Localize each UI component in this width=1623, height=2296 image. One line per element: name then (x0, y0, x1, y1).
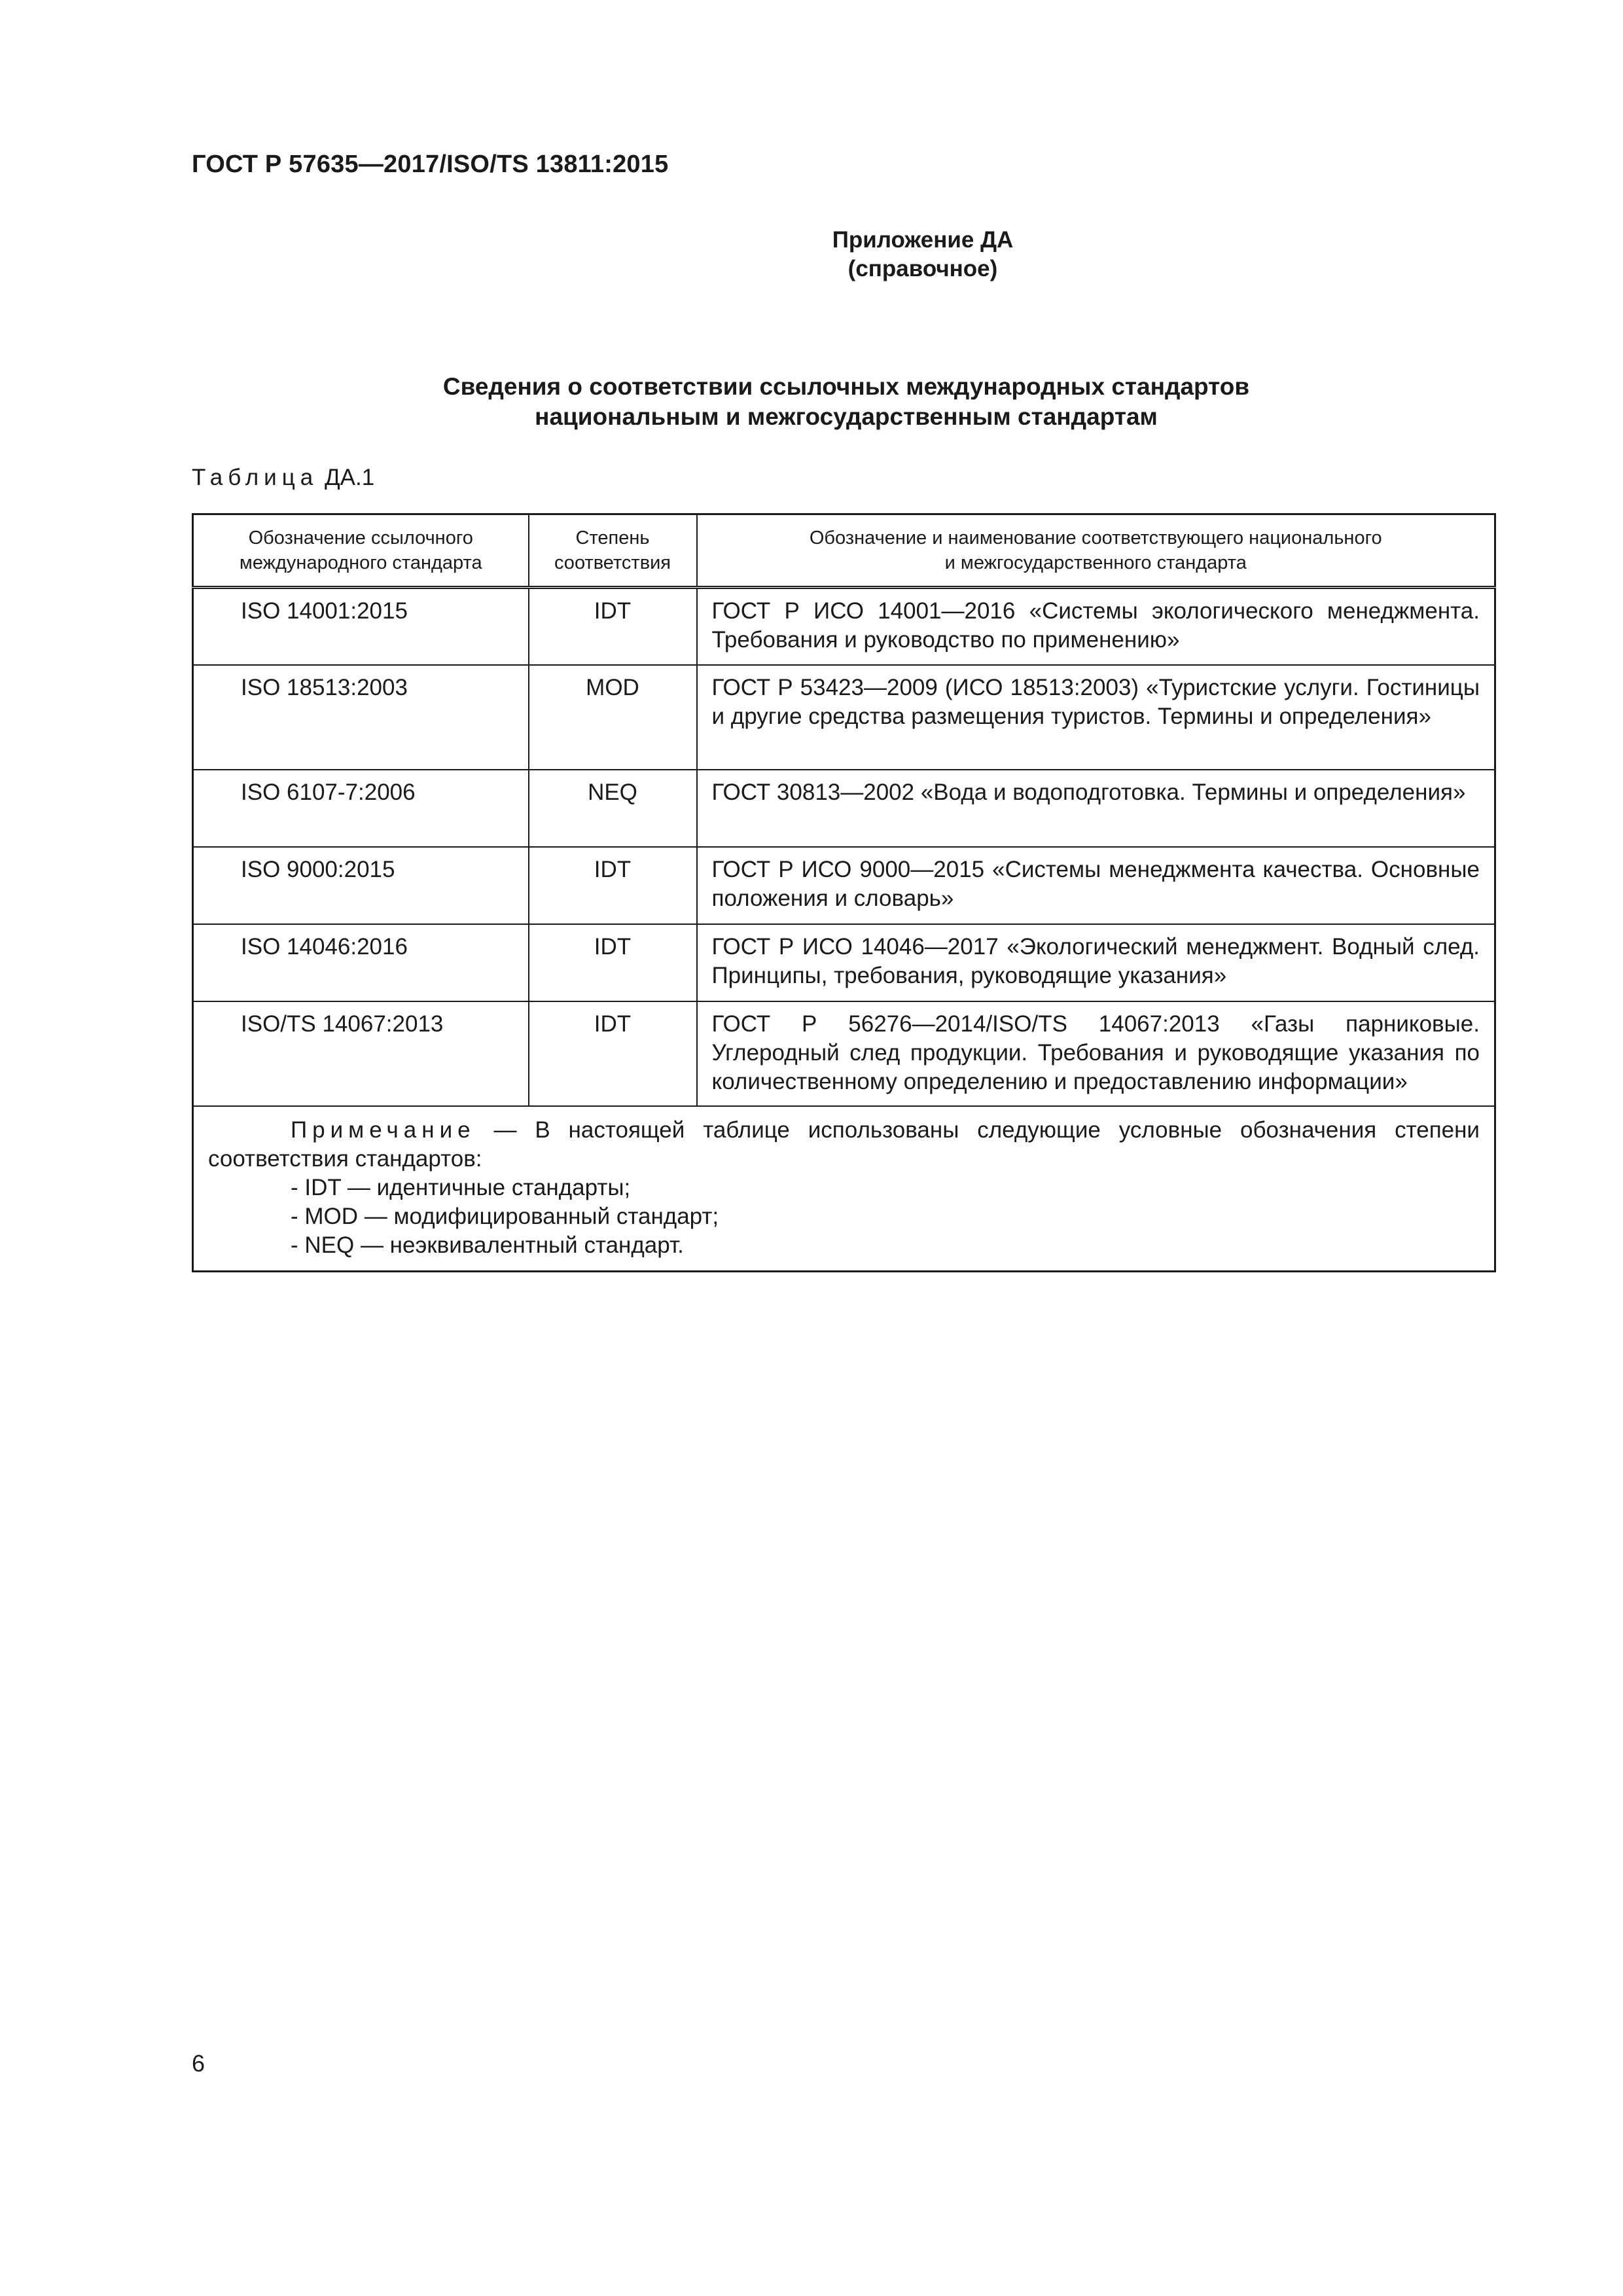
header-international-standard: Обозначение ссылочного международного стандарта (193, 514, 529, 588)
cell-national: ГОСТ Р ИСО 14046—2017 «Экологический менеджмент. Водный след. Принципы, требования, руководящие указания» (697, 924, 1495, 1001)
cell-degree: IDT (529, 924, 697, 1001)
header-degree: Степень соответствия (529, 514, 697, 588)
cell-degree: IDT (529, 1001, 697, 1106)
correspondence-table (192, 513, 1496, 1272)
cell-iso: ISO/TS 14067:2013 (193, 1001, 529, 1106)
page-number: 6 (192, 2050, 205, 2077)
cell-national: ГОСТ Р 56276—2014/ISO/TS 14067:2013 «Газы парниковые. Углеродный след продукции. Требования и руководящие указания по количественному определению и предоставлению информации» (697, 1001, 1495, 1106)
table-note-row (193, 1106, 1495, 1272)
table-caption (192, 465, 374, 491)
table-row (193, 924, 1495, 1001)
appendix-type: (справочное) (847, 256, 998, 281)
table-caption-id: ДА.1 (324, 465, 375, 490)
cell-iso: ISO 14001:2015 (193, 588, 529, 665)
cell-iso: ISO 18513:2003 (193, 665, 529, 770)
appendix-title: Приложение ДА (832, 227, 1014, 253)
cell-national: ГОСТ Р 53423—2009 (ИСО 18513:2003) «Туристские услуги. Гостиницы и другие средства размещения туристов. Термины и определения» (697, 665, 1495, 770)
cell-iso: ISO 6107-7:2006 (193, 770, 529, 847)
section-title (192, 372, 1501, 432)
cell-national: ГОСТ Р ИСО 9000—2015 «Системы менеджмента качества. Основные положения и словарь» (697, 847, 1495, 924)
section-title-line-2: национальным и межгосударственным стандартам (535, 403, 1158, 430)
table-row (193, 847, 1495, 924)
note-item-idt: - IDT — идентичные стандарты; (291, 1174, 631, 1200)
table-row (193, 770, 1495, 847)
table-header-row (193, 514, 1495, 588)
cell-national: ГОСТ Р ИСО 14001—2016 «Системы экологического менеджмента. Требования и руководство по применению» (697, 588, 1495, 665)
cell-degree: NEQ (529, 770, 697, 847)
header-national-standard: Обозначение и наименование соответствующего национального и межгосударственного стандарта (697, 514, 1495, 588)
cell-degree: MOD (529, 665, 697, 770)
cell-national: ГОСТ 30813—2002 «Вода и водоподготовка. Термины и определения» (697, 770, 1495, 847)
note-text: — В настоящей таблице использованы следующие условные обозначения степени соответствия стандартов: (208, 1117, 1480, 1172)
cell-iso: ISO 14046:2016 (193, 924, 529, 1001)
table-row (193, 1001, 1495, 1106)
table-caption-word: Таблица (192, 465, 319, 490)
table-note (193, 1106, 1495, 1272)
table-row (193, 665, 1495, 770)
document-code: ГОСТ Р 57635—2017/ISO/TS 13811:2015 (192, 151, 669, 178)
cell-degree: IDT (529, 847, 697, 924)
table-row (193, 588, 1495, 665)
note-item-neq: - NEQ — неэквивалентный стандарт. (291, 1232, 684, 1258)
note-item-mod: - MOD — модифицированный стандарт; (291, 1203, 719, 1229)
cell-iso: ISO 9000:2015 (193, 847, 529, 924)
section-title-line-1: Сведения о соответствии ссылочных международных стандартов (442, 373, 1250, 400)
note-label: Примечание (291, 1117, 476, 1143)
cell-degree: IDT (529, 588, 697, 665)
appendix-heading (654, 226, 1191, 283)
